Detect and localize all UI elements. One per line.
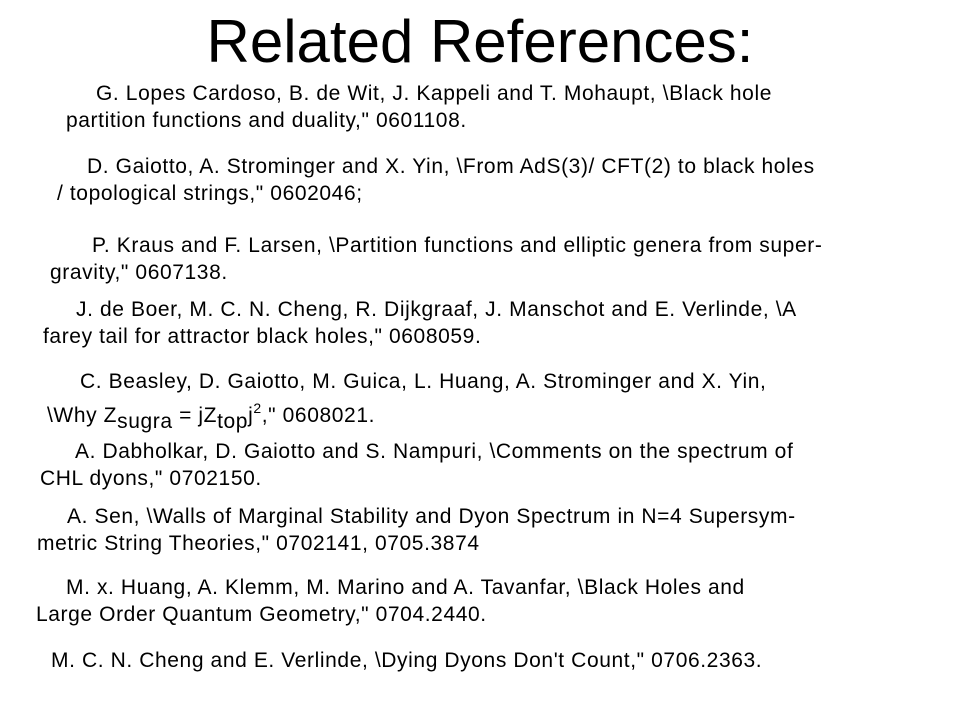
reference-8 xyxy=(36,574,745,628)
superscript: 2 xyxy=(253,400,262,416)
reference-text: j xyxy=(248,404,254,427)
reference-7 xyxy=(37,503,796,557)
reference-line: P. Kraus and F. Larsen, \Partition functions and elliptic genera from super- xyxy=(92,234,823,257)
reference-line: M. x. Huang, A. Klemm, M. Marino and A. Tavanfar, \Black Holes and xyxy=(66,576,745,599)
reference-text: ," 0608021. xyxy=(261,404,376,427)
reference-2 xyxy=(57,153,815,207)
reference-line xyxy=(47,395,766,435)
reference-text: \Why Z xyxy=(47,404,118,427)
reference-line: D. Gaiotto, A. Strominger and X. Yin, \From AdS(3)/ CFT(2) to black holes xyxy=(87,155,815,178)
reference-4 xyxy=(43,296,797,350)
reference-line: Large Order Quantum Geometry," 0704.2440. xyxy=(36,603,487,626)
reference-line: gravity," 0607138. xyxy=(50,261,228,284)
subscript: sugra xyxy=(117,410,173,433)
reference-line: metric String Theories," 0702141, 0705.3874 xyxy=(37,532,480,555)
reference-line: farey tail for attractor black holes," 0608059. xyxy=(43,325,482,348)
reference-line: / topological strings," 0602046; xyxy=(57,182,363,205)
reference-6 xyxy=(40,438,793,492)
reference-3 xyxy=(50,232,822,286)
reference-line: C. Beasley, D. Gaiotto, M. Guica, L. Huang, A. Strominger and X. Yin, xyxy=(80,370,767,393)
reference-9 xyxy=(51,647,762,674)
slide-title: Related References: xyxy=(206,8,754,75)
reference-line: M. C. N. Cheng and E. Verlinde, \Dying Dyons Don't Count," 0706.2363. xyxy=(51,649,763,672)
subscript: top xyxy=(217,410,249,433)
reference-line: partition functions and duality," 0601108. xyxy=(66,109,467,132)
reference-1 xyxy=(66,80,772,134)
reference-line: J. de Boer, M. C. N. Cheng, R. Dijkgraaf, J. Manschot and E. Verlinde, \A xyxy=(76,298,797,321)
reference-line: A. Sen, \Walls of Marginal Stability and Dyon Spectrum in N=4 Supersym- xyxy=(67,505,796,528)
reference-line: CHL dyons," 0702150. xyxy=(40,467,262,490)
reference-line: A. Dabholkar, D. Gaiotto and S. Nampuri, \Comments on the spectrum of xyxy=(75,440,794,463)
reference-5 xyxy=(47,368,766,435)
reference-line: G. Lopes Cardoso, B. de Wit, J. Kappeli and T. Mohaupt, \Black hole xyxy=(96,82,772,105)
reference-text: = jZ xyxy=(172,404,218,427)
